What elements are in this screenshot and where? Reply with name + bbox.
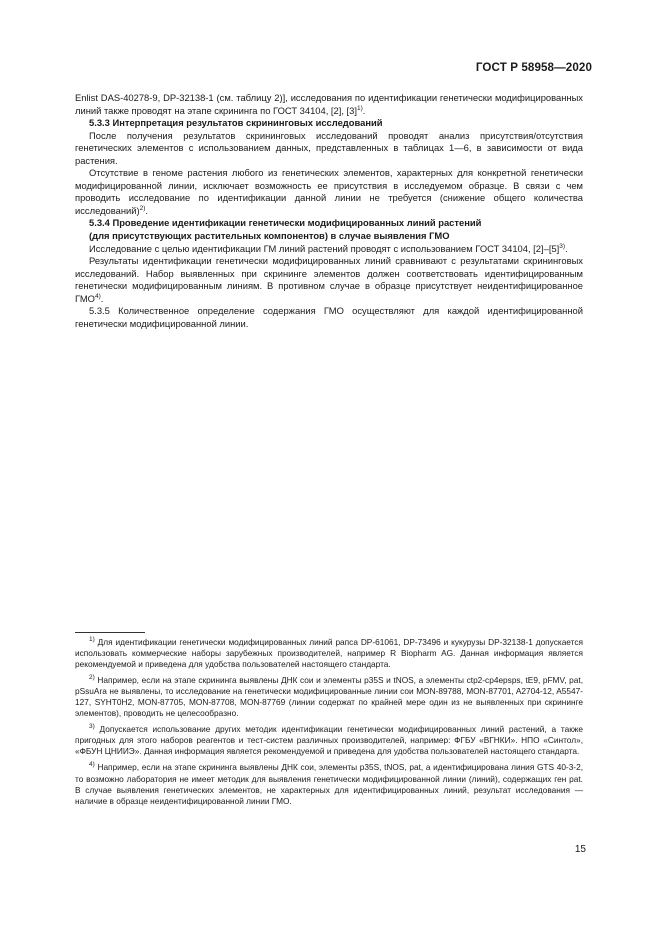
footnote-3: $^{3)}$ Допускается использование других методик идентификации генетически модифицированных линий растений, а также пригодных для этого наборов реагентов и тест-систем различных производителей, например: ФГБУ «ВГНКИ». НПО «Синтол», «ФБУН ЦНИИЭ». Данная информация является рекомендуемой и приведена для удобства пользователей настоящего стандарта. (75, 723, 583, 757)
paragraph-results: Результаты идентификации генетически модифицированных линий сравнивают с результатами скрининговых исследований. Набор выявленных при скрининге элементов должен соответствовать идентифицированным генетически модифицированным линиям. В противном случае в образце присутствует неидентифицированное ГМО$^{4)}$. (75, 255, 583, 304)
page-number: 15 (574, 844, 586, 855)
section-heading-5-3-4-line1: 5.3.4 Проведение идентификации генетически модифицированных линий растений (89, 217, 482, 229)
footnote-4: $^{4)}$ Например, если на этапе скрининга выявлены ДНК сои, элементы p35S, tNOS, pat, а идентифицирована линия GTS 40-3-2, то возможно лаборатория не имеет методик для выявления генетически модифицированной линии (линий), содержащих ген pat. В случае выявления генетических элементов, не характерных для идентифицированных линий, результат исследования — наличие в образце неидентифицированной линии ГМО. (75, 761, 583, 806)
footnote-divider (75, 632, 145, 633)
paragraph-continuation: Enlist DAS-40278-9, DP-32138-1 (см. таблицу 2)], исследования по идентификации генетически модифицированных линий также проводят на этапе скрининга по ГОСТ 34104, [2], $[3]^{1)}$. (75, 92, 583, 116)
paragraph-5-3-5: 5.3.5 Количественное определение содержания ГМО осуществляют для каждой идентифицированной генетически модифицированной линии. (75, 305, 583, 329)
footnotes (75, 637, 583, 812)
footnote-ref-4: 4) (94, 292, 101, 300)
main-text (75, 92, 583, 330)
footnote-1: $^{1)}$ Для идентификации генетически модифицированных линий рапса DP-61061, DP-73496 и кукурузы DP-32138-1 допускается использовать коммерческие наборы зарубежных производителей, например R Biopharm AG. Данная информация является рекомендуемой и приведена для удобства пользователей настоящего стандарта. (75, 636, 583, 670)
paragraph-analysis: После получения результатов скрининговых исследований проводят анализ присутствия/отсутствия генетических элементов с использованием данных, представленных в таблицах 1—6, в зависимости от вида растения. (75, 129, 583, 166)
footnote-ref-3: 3) (559, 242, 566, 250)
footnote-ref-1: 1) (356, 104, 363, 112)
footnote-ref-2: 2) (139, 204, 146, 212)
standard-designation: ГОСТ Р 58958—2020 (475, 61, 592, 74)
section-heading-5-3-3: 5.3.3 Интерпретация результатов скрининговых исследований (89, 117, 383, 129)
section-heading-5-3-4-line2: (для присутствующих растительных компонентов) в случае выявления ГМО (89, 230, 450, 242)
paragraph-identification: Исследование с целью идентификации ГМ линий растений проводят с использованием ГОСТ 34104, $[2]-[5]^{3)}$. (89, 242, 568, 254)
footnote-2: $^{2)}$ Например, если на этапе скрининга выявлены ДНК сои и элементы p35S и tNOS, а элементы ctp2-cp4epsps, tE9, pFMV, pat, pSsuAra не выявлены, то исследование на генетически модифицированные линии сои MON-89788, MON-87701, A2704-12, A5547-127, SYHT0H2, MON-87705, MON-87708, MON-87769 (линии содержат по крайней мере один из не выявленных при скрининге элементов), проводить не целесообразно. (75, 674, 583, 719)
paragraph-absence: Отсутствие в геноме растения любого из генетических элементов, характерных для конкретной генетически модифицированной линии, исключает возможность ее присутствия в исследуемом образце. В связи с чем проводить исследование по идентификации данной линии не требуется (снижение общего количества исследований)$^{2)}$. (75, 167, 583, 216)
